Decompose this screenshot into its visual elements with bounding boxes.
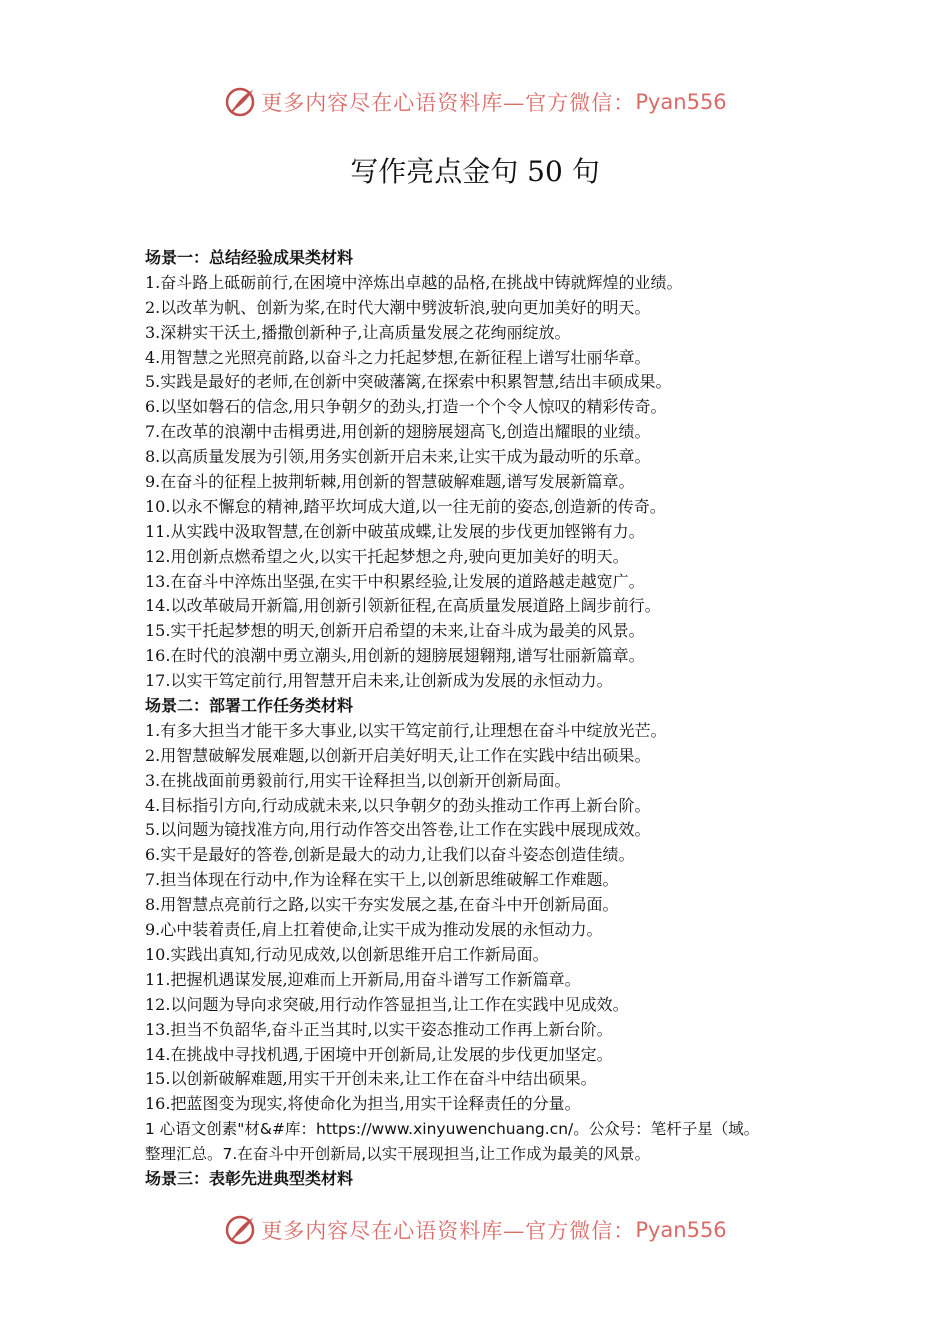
list-item: 11.从实践中汲取智慧,在创新中破茧成蝶,让发展的步伐更加铿锵有力。 [145,521,645,541]
list-item: 10.实践出真知,行动见成效,以创新思维开启工作新局面。 [145,944,549,964]
quill-logo-icon [223,85,257,119]
list-item: 15.以创新破解难题,用实干开创未来,让工作在奋斗中结出硕果。 [145,1069,597,1089]
footer-banner [0,1208,950,1252]
section-list [145,271,845,694]
list-item: 8.以高质量发展为引领,用务实创新开启未来,让实干成为最动听的乐章。 [145,447,651,467]
list-item: 9.心中装着责任,肩上扛着使命,让实干成为推动发展的永恒动力。 [145,920,603,940]
section-heading: 场景三：表彰先进典型类材料 [145,1168,354,1188]
list-item: 11.把握机遇谋发展,迎难而上开新局,用奋斗谱写工作新篇章。 [145,969,581,989]
list-item: 6.以坚如磐石的信念,用只争朝夕的劲头,打造一个个令人惊叹的精彩传奇。 [145,397,667,417]
list-item: 4.目标指引方向,行动成就未来,以只争朝夕的劲头推动工作再上新台阶。 [145,795,651,815]
notice-line: 整理汇总。7.在奋斗中开创新局,以实干展现担当,让工作成为最美的风景。 [145,1145,651,1164]
list-item: 9.在奋斗的征程上披荆斩棘,用创新的智慧破解难题,谱写发展新篇章。 [145,472,635,492]
list-item: 12.以问题为导向求突破,用行动作答显担当,让工作在实践中见成效。 [145,994,629,1014]
list-item: 16.在时代的浪潮中勇立潮头,用创新的翅膀展翅翱翔,谱写壮丽新篇章。 [145,646,645,666]
list-item: 3.深耕实干沃土,播撒创新种子,让高质量发展之花绚丽绽放。 [145,322,571,342]
list-item: 7.担当体现在行动中,作为诠释在实干上,以创新思维破解工作难题。 [145,870,619,890]
list-item: 16.把蓝图变为现实,将使命化为担当,用实干诠释责任的分量。 [145,1094,581,1114]
list-item: 5.以问题为镜找准方向,用行动作答交出答卷,让工作在实践中展现成效。 [145,820,651,840]
section-heading: 场景二：部署工作任务类材料 [145,696,354,716]
list-item: 13.在奋斗中淬炼出坚强,在实干中积累经验,让发展的道路越走越宽广。 [145,571,645,591]
section-list [145,719,845,1117]
banner-text: 更多内容尽在心语资料库—官方微信： [261,91,636,115]
list-item: 17.以实干笃定前行,用智慧开启未来,让创新成为发展的永恒动力。 [145,671,613,691]
banner-text: 更多内容尽在心语资料库—官方微信： [261,1219,636,1243]
list-item: 8.用智慧点亮前行之路,以实干夯实发展之基,在奋斗中开创新局面。 [145,895,619,915]
list-item: 13.担当不负韶华,奋斗正当其时,以实干姿态推动工作再上新台阶。 [145,1019,613,1039]
list-item: 6.实干是最好的答卷,创新是最大的动力,让我们以奋斗姿态创造佳绩。 [145,845,635,865]
quill-logo-icon [223,1213,257,1247]
list-item: 5.实践是最好的老师,在创新中突破藩篱,在探索中积累智慧,结出丰硕成果。 [145,372,672,392]
document-body [145,246,845,1192]
list-item: 7.在改革的浪潮中击楫勇进,用创新的翅膀展翅高飞,创造出耀眼的业绩。 [145,422,651,442]
list-item: 2.以改革为帆、创新为桨,在时代大潮中劈波斩浪,驶向更加美好的明天。 [145,297,651,317]
banner-wechat-id: Pyan556 [635,1218,727,1242]
list-item: 15.实干托起梦想的明天,创新开启希望的未来,让奋斗成为最美的风景。 [145,621,645,641]
header-banner [0,80,950,124]
list-item: 2.用智慧破解发展难题,以创新开启美好明天,让工作在实践中结出硕果。 [145,745,651,765]
section-heading: 场景一：总结经验成果类材料 [145,248,354,267]
notice-line: 1 心语文创素"材&#库：https://www.xinyuwenchuang.cn/。公众号：笔杆子星（域。 [145,1120,760,1139]
page-title: 写作亮点金句 50 句 [350,155,600,188]
list-item: 3.在挑战面前勇毅前行,用实干诠释担当,以创新开创新局面。 [145,770,571,790]
banner-wechat-id: Pyan556 [635,90,727,114]
list-item: 1.有多大担当才能干多大事业,以实干笃定前行,让理想在奋斗中绽放光芒。 [145,720,667,740]
list-item: 14.以改革破局开新篇,用创新引领新征程,在高质量发展道路上阔步前行。 [145,596,661,616]
list-item: 4.用智慧之光照亮前路,以奋斗之力托起梦想,在新征程上谱写壮丽华章。 [145,347,651,367]
list-item: 12.用创新点燃希望之火,以实干托起梦想之舟,驶向更加美好的明天。 [145,546,629,566]
list-item: 14.在挑战中寻找机遇,于困境中开创新局,让发展的步伐更加坚定。 [145,1044,613,1064]
list-item: 10.以永不懈怠的精神,踏平坎坷成大道,以一往无前的姿态,创造新的传奇。 [145,496,666,516]
list-item: 1.奋斗路上砥砺前行,在困境中淬炼出卓越的品格,在挑战中铸就辉煌的业绩。 [145,272,683,292]
